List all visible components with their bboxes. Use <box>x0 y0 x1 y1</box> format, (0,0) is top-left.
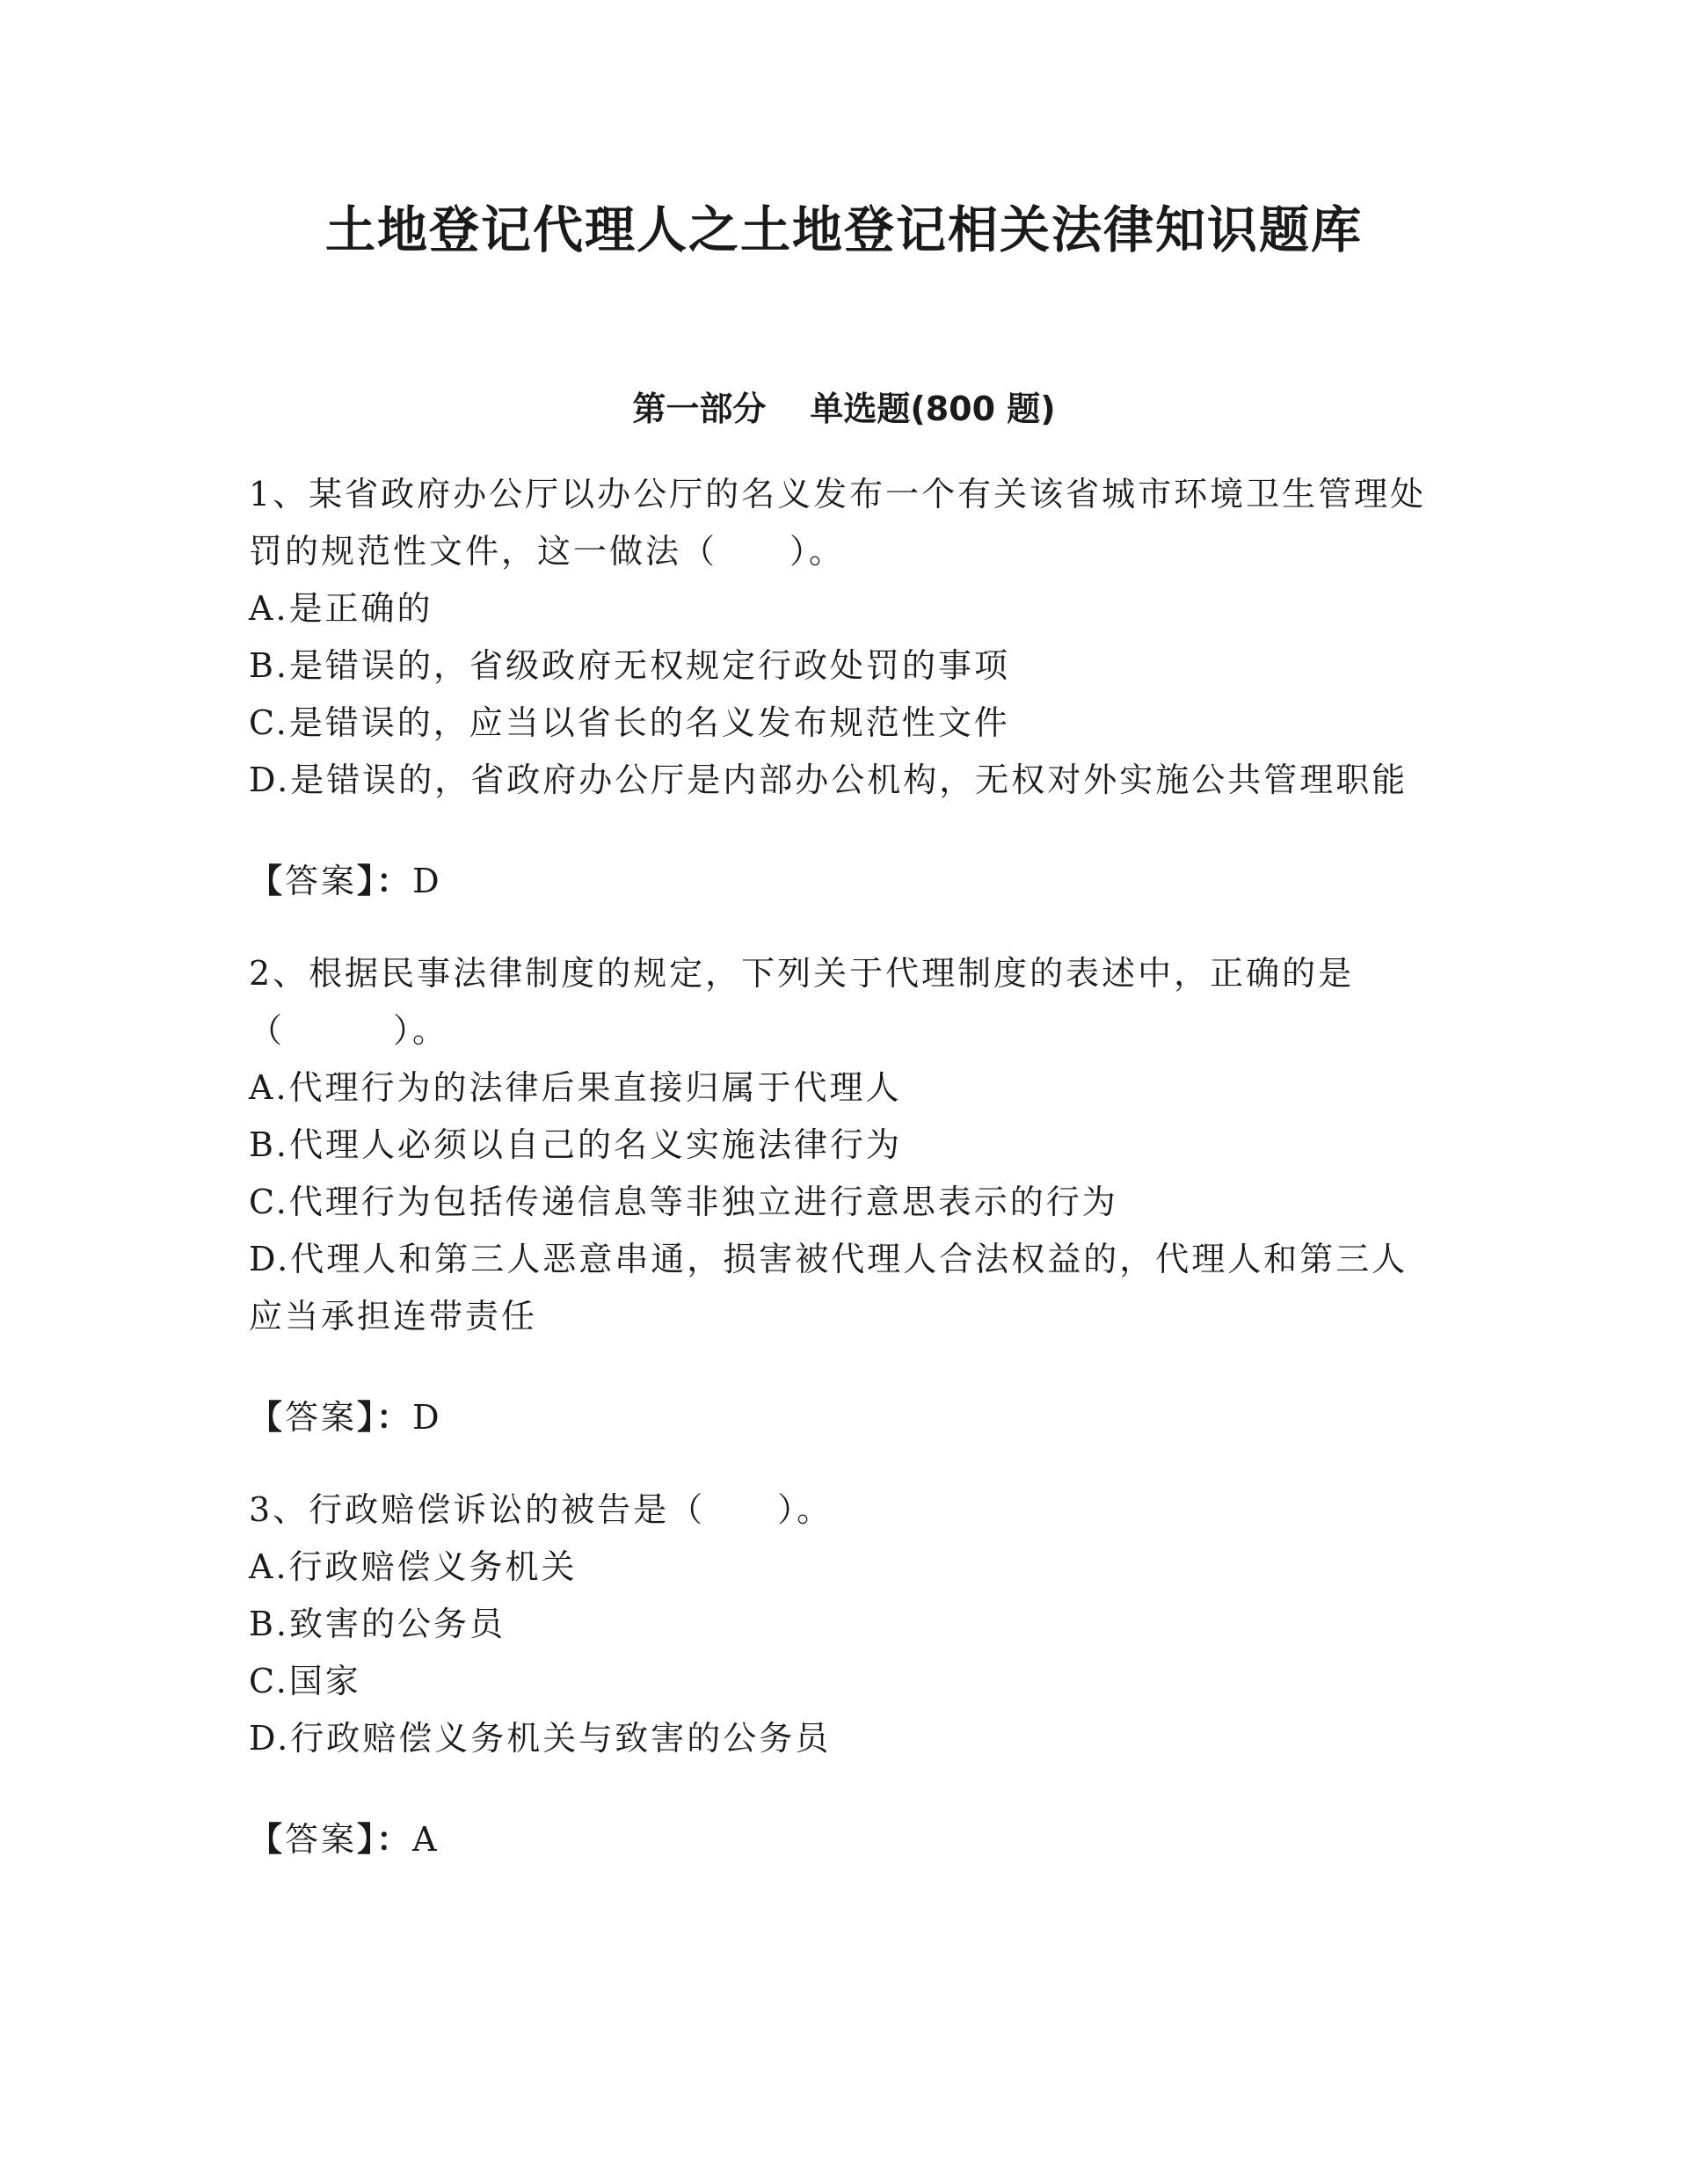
question-1 <box>249 466 1440 910</box>
question-2-stem: 2、根据民事法律制度的规定，下列关于代理制度的表述中，正确的是（ ）。 <box>249 954 1355 1050</box>
question-1-answer-value: D <box>412 862 442 900</box>
question-3-answer <box>249 1811 1440 1868</box>
question-2-option-c: C.代理行为包括传递信息等非独立进行意思表示的行为 <box>249 1183 1118 1221</box>
question-3-answer-value: A <box>412 1820 440 1859</box>
question-3 <box>249 1481 1440 1868</box>
answer-tag: 【答案】： <box>249 1398 413 1437</box>
question-3-option-a: A.行政赔偿义务机关 <box>249 1547 578 1586</box>
question-1-answer <box>249 853 1440 910</box>
question-3-option-d: D.行政赔偿义务机关与致害的公务员 <box>249 1719 832 1758</box>
question-1-option-b: B.是错误的，省级政府无权规定行政处罚的事项 <box>249 646 1011 685</box>
question-1-stem: 1、某省政府办公厅以办公厅的名义发布一个有关该省城市环境卫生管理处罚的规范性文件，这一做法（ ）。 <box>249 475 1427 571</box>
section-part-label: 第一部分 <box>632 389 767 428</box>
question-2-option-d: D.代理人和第三人恶意串通，损害被代理人合法权益的，代理人和第三人应当承担连带责任 <box>249 1240 1408 1336</box>
question-list <box>249 466 1440 1904</box>
answer-tag: 【答案】： <box>249 1820 413 1859</box>
answer-tag: 【答案】： <box>249 862 413 900</box>
question-1-option-d: D.是错误的，省政府办公厅是内部办公机构，无权对外实施公共管理职能 <box>249 761 1408 799</box>
question-3-option-c: C.国家 <box>249 1662 361 1700</box>
question-1-option-a: A.是正确的 <box>249 589 433 628</box>
question-3-stem: 3、行政赔偿诉讼的被告是（ ）。 <box>249 1490 833 1529</box>
question-2 <box>249 945 1440 1446</box>
question-2-option-b: B.代理人必须以自己的名义实施法律行为 <box>249 1125 903 1164</box>
question-3-option-b: B.致害的公务员 <box>249 1605 506 1643</box>
document-title: 土地登记代理人之土地登记相关法律知识题库 <box>325 201 1363 259</box>
section-type-label: 单选题(800 题) <box>810 389 1056 428</box>
question-1-option-c: C.是错误的，应当以省长的名义发布规范性文件 <box>249 703 1010 742</box>
question-2-answer-value: D <box>412 1398 442 1437</box>
section-title <box>0 384 1688 433</box>
question-2-option-a: A.代理行为的法律后果直接归属于代理人 <box>249 1068 902 1107</box>
question-2-answer <box>249 1389 1440 1446</box>
